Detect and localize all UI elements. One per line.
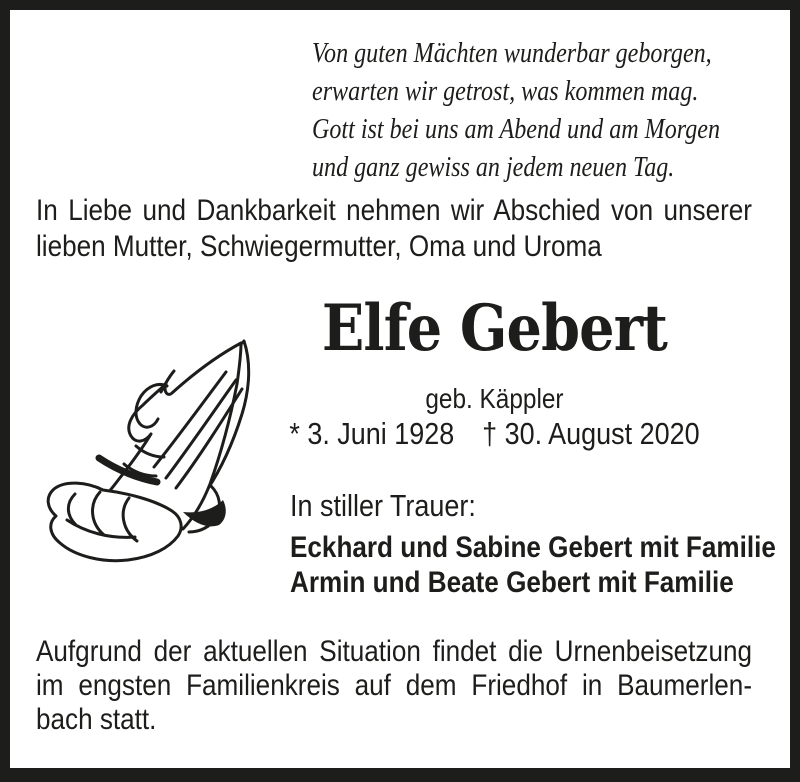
deceased-block [289, 291, 776, 600]
notice-line: bach statt. [36, 703, 157, 736]
maiden-name: geb. Käppler [425, 383, 564, 414]
birth-date: * 3. Juni 1928 [289, 416, 455, 451]
intro-line: In Liebe und Dankbarkeit nehmen wir Abschied von unserer [36, 194, 753, 227]
poem-line: und ganz gewiss an jedem neuen Tag. [312, 152, 675, 183]
poem-line: Gott ist bei uns am Abend und am Morgen [312, 114, 721, 145]
intro-paragraph [36, 193, 752, 265]
intro-line: lieben Mutter, Schwiegermutter, Oma und Uroma [36, 230, 602, 263]
deceased-name: Elfe Gebert [321, 291, 668, 366]
mourner-line: Eckhard und Sabine Gebert mit Familie [290, 531, 776, 564]
notice-line: Aufgrund der aktuellen Situation findet die Urnenbeisetzung [36, 635, 753, 668]
mourning-heading: In stiller Trauer: [290, 488, 476, 523]
poem [312, 35, 768, 187]
burial-notice [36, 635, 752, 737]
death-date: † 30. August 2020 [482, 416, 700, 451]
mourners-list [290, 530, 776, 600]
praying-hands-image [45, 336, 255, 568]
poem-line: erwarten wir getrost, was kommen mag. [312, 76, 699, 107]
mourner-line: Armin und Beate Gebert mit Familie [290, 566, 734, 599]
poem-line: Von guten Mächten wunderbar geborgen, [312, 38, 712, 69]
life-dates [290, 418, 699, 450]
notice-line: im engsten Familienkreis auf dem Friedhof in Baumerlen- [36, 669, 753, 702]
